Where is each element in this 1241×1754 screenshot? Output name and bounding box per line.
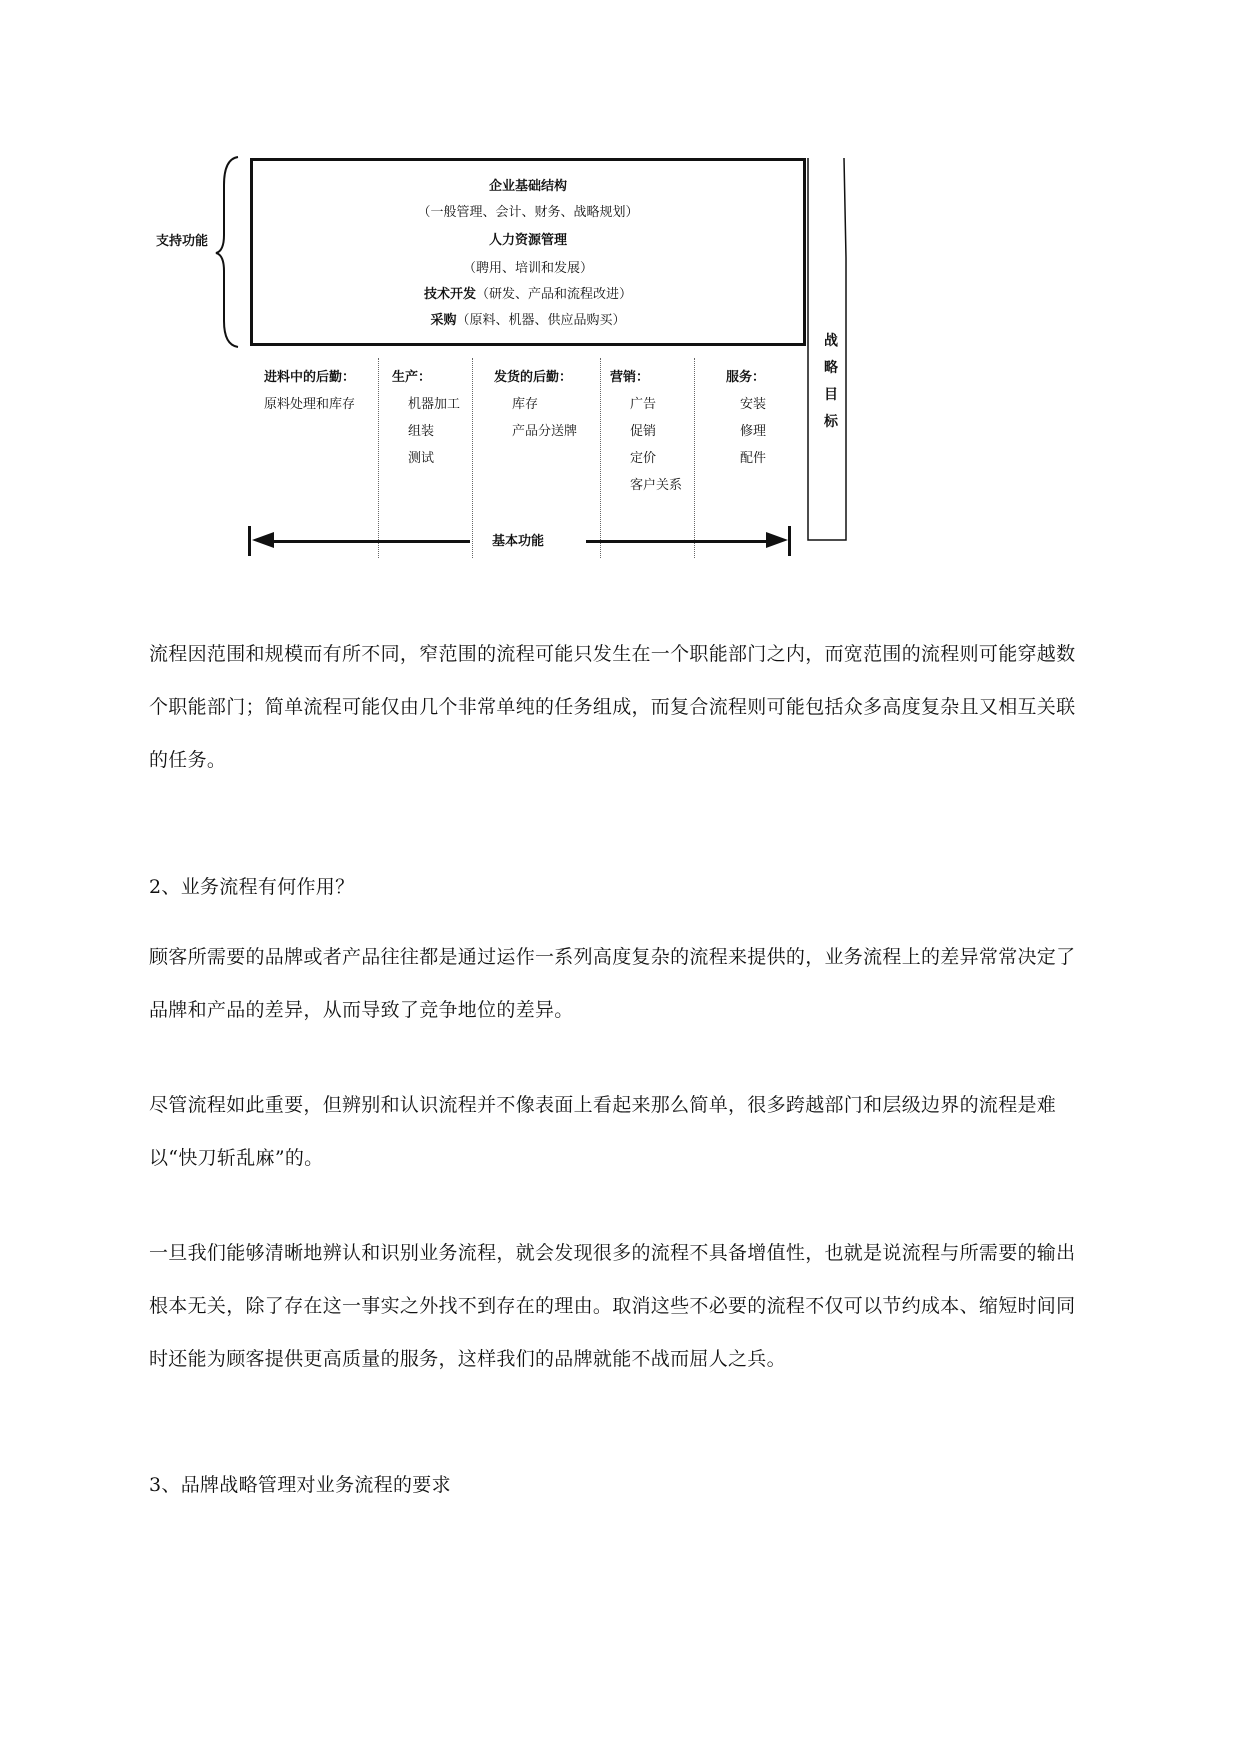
- arrow-line-left: [270, 540, 470, 543]
- outbound-item: 库存: [512, 397, 539, 412]
- marketing-header: 营销：: [610, 370, 650, 385]
- marketing-item: 客户关系: [630, 478, 683, 493]
- support-functions-label: 支持功能: [156, 234, 209, 249]
- arrow-right-head: [766, 530, 788, 550]
- column-divider: [378, 358, 379, 558]
- hr-title: 人力资源管理: [488, 233, 567, 248]
- operations-item: 机器加工: [408, 397, 461, 412]
- tech-title: 技术开发: [423, 287, 476, 302]
- paragraph-process-scope: 流程因范围和规模而有所不同，窄范围的流程可能只发生在一个职能部门之内，而宽范围的流程则可能穿越数个职能部门；简单流程可能仅由几个非常单纯的任务组成，而复合流程则可能包括众多高度复杂且又相互关联的任务。: [149, 643, 1076, 771]
- infrastructure-detail: （一般管理、会计、财务、战略规划）: [417, 205, 639, 220]
- tech-detail: （研发、产品和流程改进）: [476, 287, 633, 302]
- operations-header: 生产：: [392, 370, 432, 385]
- column-divider: [694, 358, 695, 558]
- operations-item: 测试: [408, 451, 435, 466]
- goal-char: 标: [824, 414, 838, 430]
- value-chain-diagram: [0, 0, 1241, 600]
- support-activities-box: [250, 158, 806, 346]
- outbound-item: 产品分送牌: [512, 424, 578, 439]
- procurement-title: 采购: [430, 313, 457, 328]
- service-item: 配件: [740, 451, 767, 466]
- marketing-item: 促销: [630, 424, 657, 439]
- goal-char: 战: [824, 333, 838, 349]
- inbound-logistics-header: 进料中的后勤：: [264, 370, 356, 385]
- infrastructure-title: 企业基础结构: [488, 179, 567, 194]
- procurement-line: [253, 309, 803, 328]
- basic-functions-label: 基本功能: [492, 534, 545, 549]
- marketing-item: 定价: [630, 451, 657, 466]
- paragraph-process-value: 一旦我们能够清晰地辨认和识别业务流程，就会发现很多的流程不具备增值性，也就是说流程与所需要的输出根本无关，除了存在这一事实之外找不到存在的理由。取消这些不必要的流程不仅可以节约成本、缩短时间同时还能为顾客提供更高质量的服务，这样我们的品牌就能不战而屈人之兵。: [149, 1242, 1076, 1370]
- tech-line: [253, 283, 803, 302]
- outbound-logistics-header: 发货的后勤：: [494, 370, 573, 385]
- arrow-line-right: [586, 540, 768, 543]
- paragraph-process-difficulty: 尽管流程如此重要，但辨别和认识流程并不像表面上看起来那么简单，很多跨越部门和层级边界的流程是难以“快刀斩乱麻”的。: [149, 1094, 1057, 1169]
- procurement-detail: （原料、机器、供应品购买）: [456, 313, 626, 328]
- paragraph-process-role: 顾客所需要的品牌或者产品往往都是通过运作一系列高度复杂的流程来提供的，业务流程上的差异常常决定了品牌和产品的差异，从而导致了竞争地位的差异。: [149, 946, 1076, 1021]
- column-divider: [600, 358, 601, 558]
- support-brace: [214, 155, 244, 350]
- service-header: 服务：: [726, 370, 766, 385]
- strategic-goal-box: [806, 158, 854, 542]
- marketing-item: 广告: [630, 397, 657, 412]
- goal-char: 略: [824, 360, 838, 376]
- section-heading-3: 3、品牌战略管理对业务流程的要求: [149, 1474, 451, 1496]
- column-divider: [472, 358, 473, 558]
- arrow-right-bar: [788, 526, 791, 556]
- inbound-item: 原料处理和库存: [264, 397, 356, 412]
- arrow-left-bar: [248, 526, 251, 556]
- operations-item: 组装: [408, 424, 435, 439]
- goal-char: 目: [824, 387, 838, 403]
- service-item: 安装: [740, 397, 767, 412]
- service-item: 修理: [740, 424, 767, 439]
- section-heading-2: 2、业务流程有何作用？: [149, 876, 355, 898]
- hr-detail: （聘用、培训和发展）: [462, 261, 593, 276]
